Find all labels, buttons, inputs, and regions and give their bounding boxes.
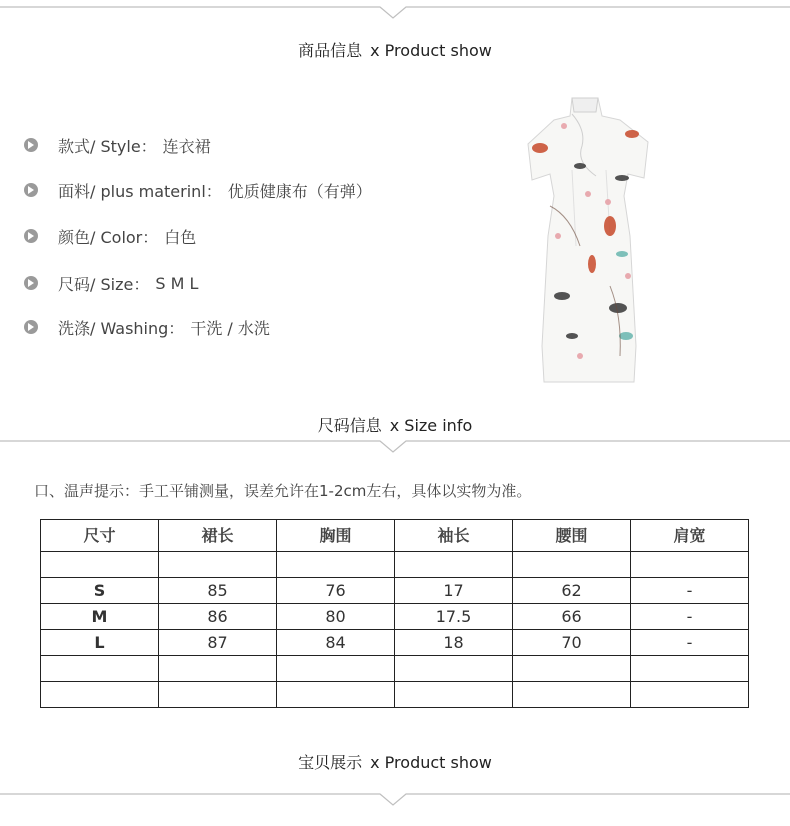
table-cell: 84 (277, 630, 395, 656)
spec-label: 颜色/ Color： (58, 227, 159, 247)
arrow-bullet-icon (24, 276, 38, 290)
table-cell (513, 552, 631, 578)
table-cell (41, 552, 159, 578)
product-info-heading-cn: 商品信息 (298, 41, 363, 60)
table-cell (277, 682, 395, 708)
table-cell (395, 682, 513, 708)
product-display-heading-en: x Product show (370, 753, 492, 772)
spec-item-style (24, 135, 211, 155)
table-cell (41, 682, 159, 708)
table-cell: 66 (513, 604, 631, 630)
table-row (41, 552, 749, 578)
table-header-cell: 肩宽 (631, 520, 749, 552)
table-header-cell: 腰围 (513, 520, 631, 552)
table-cell (159, 682, 277, 708)
product-image (510, 86, 670, 386)
table-row (41, 630, 749, 656)
size-info-heading-cn: 尺码信息 (317, 416, 382, 435)
size-info-divider (0, 440, 790, 454)
table-cell (159, 552, 277, 578)
table-header-cell: 袖长 (395, 520, 513, 552)
table-row (41, 578, 749, 604)
table-cell (631, 552, 749, 578)
product-display-heading (0, 750, 790, 773)
spec-label: 款式/ Style： (58, 136, 157, 156)
measurement-note: 口、温声提示：手工平铺测量，误差允许在1-2cm左右，具体以实物为准。 (34, 482, 532, 500)
table-cell (277, 656, 395, 682)
spec-label: 面料/ plus materinl： (58, 181, 222, 201)
table-cell: 18 (395, 630, 513, 656)
arrow-bullet-icon (24, 183, 38, 197)
table-cell: - (631, 578, 749, 604)
table-header-cell: 尺寸 (41, 520, 159, 552)
table-cell: - (631, 604, 749, 630)
table-cell (41, 656, 159, 682)
table-cell: L (41, 630, 159, 656)
table-cell (631, 682, 749, 708)
table-cell (513, 656, 631, 682)
product-info-heading (0, 38, 790, 61)
top-divider (0, 6, 790, 20)
size-table (40, 519, 749, 708)
bottom-divider (0, 793, 790, 807)
arrow-bullet-icon (24, 320, 38, 334)
table-row (41, 604, 749, 630)
table-cell: - (631, 630, 749, 656)
table-cell: 17.5 (395, 604, 513, 630)
size-info-heading-en: x Size info (389, 416, 473, 435)
spec-label: 洗涤/ Washing： (58, 318, 185, 338)
table-cell (277, 552, 395, 578)
spec-value: 白色 (164, 227, 197, 247)
table-cell: 87 (159, 630, 277, 656)
arrow-bullet-icon (24, 138, 38, 152)
spec-value: 连衣裙 (162, 136, 211, 156)
table-cell: M (41, 604, 159, 630)
table-cell: S (41, 578, 159, 604)
spec-label: 尺码/ Size： (58, 274, 150, 294)
table-cell: 70 (513, 630, 631, 656)
table-cell (513, 682, 631, 708)
table-cell: 62 (513, 578, 631, 604)
table-header-cell: 胸围 (277, 520, 395, 552)
table-header-cell: 裙长 (159, 520, 277, 552)
table-cell: 17 (395, 578, 513, 604)
table-cell: 86 (159, 604, 277, 630)
spec-item-material (24, 180, 372, 200)
table-cell: 76 (277, 578, 395, 604)
table-header-row (41, 520, 749, 552)
table-cell: 80 (277, 604, 395, 630)
table-row (41, 656, 749, 682)
size-info-heading (0, 413, 790, 436)
table-cell (395, 552, 513, 578)
arrow-bullet-icon (24, 229, 38, 243)
table-cell: 85 (159, 578, 277, 604)
product-display-heading-cn: 宝贝展示 (298, 753, 363, 772)
table-cell (159, 656, 277, 682)
table-cell (631, 656, 749, 682)
product-info-heading-en: x Product show (370, 41, 492, 60)
spec-item-washing (24, 317, 270, 337)
table-cell (395, 656, 513, 682)
spec-item-color (24, 226, 196, 246)
spec-value: S M L (155, 273, 199, 293)
spec-value: 优质健康布（有弹） (227, 181, 372, 201)
spec-item-size (24, 273, 198, 293)
spec-value: 干洗 / 水洗 (190, 318, 270, 338)
table-row (41, 682, 749, 708)
